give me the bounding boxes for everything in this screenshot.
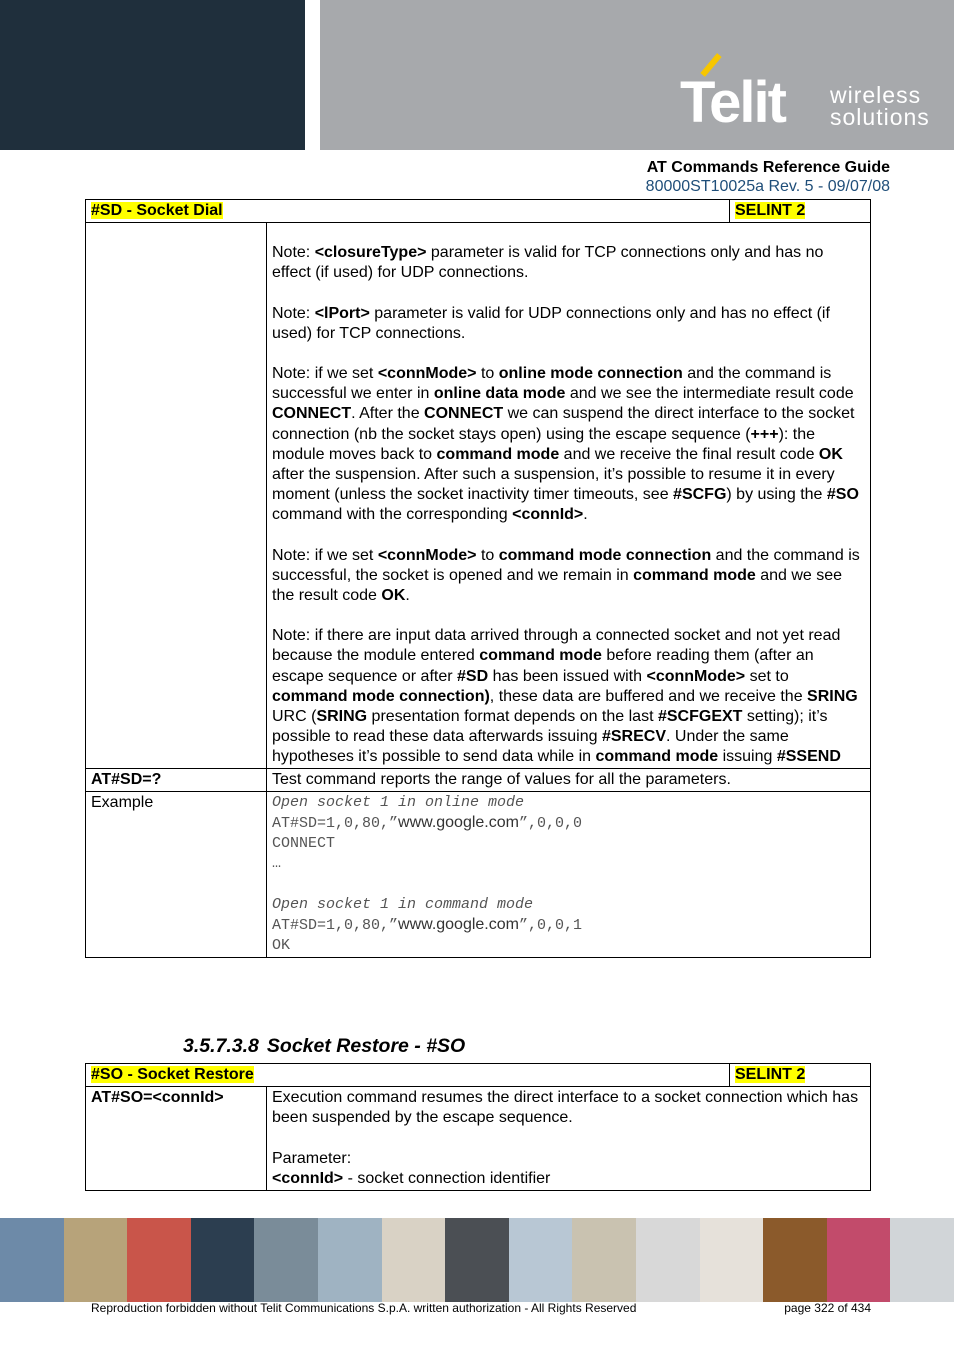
strip-photo [636, 1218, 700, 1302]
strip-photo [827, 1218, 891, 1302]
example-code [272, 793, 865, 957]
example-label: Example [86, 791, 267, 958]
strip-photo [763, 1218, 827, 1302]
example-line [272, 875, 865, 895]
strip-photo [318, 1218, 382, 1302]
execution-description-cell [267, 1087, 871, 1191]
test-command-description: Test command reports the range of values for all the parameters. [267, 768, 871, 791]
table-header-cell [86, 1064, 730, 1087]
telit-logo [680, 52, 930, 135]
notes-cell [267, 223, 871, 768]
socket-dial-table [85, 199, 871, 958]
strip-photo [127, 1218, 191, 1302]
copyright-notice: Reproduction forbidden without Telit Communications S.p.A. written authorization - All Rights Reserved [91, 1301, 637, 1315]
socket-restore-table [85, 1063, 871, 1191]
table-header-row [86, 1064, 871, 1087]
example-line: AT#SD=1,0,80,”www.google.com”,0,0,0 [272, 814, 582, 833]
execution-command: AT#SO=<connId> [86, 1087, 267, 1191]
strip-photo [0, 1218, 64, 1302]
strip-photo [445, 1218, 509, 1302]
header-dark-panel [0, 0, 305, 150]
document-revision: 80000ST10025a Rev. 5 - 09/07/08 [645, 178, 890, 195]
strip-photo [254, 1218, 318, 1302]
strip-photo [509, 1218, 573, 1302]
table-header-selint [730, 1064, 871, 1087]
note-paragraph: Note: if we set <connMode> to command mode connection and the command is successful, the socket is opened and we remain in command mode and we see the result code OK. [272, 546, 860, 605]
example-cell [267, 791, 871, 958]
example-line: AT#SD=1,0,80,”www.google.com”,0,0,1 [272, 916, 582, 935]
example-line: Open socket 1 in online mode [272, 793, 525, 811]
execution-description: Execution command resumes the direct interface to a socket connection which has been suspended by the escape sequence. [272, 1089, 859, 1127]
logo-tagline-line1: wireless [830, 82, 922, 108]
logo-wordmark: Telit [680, 70, 785, 135]
note-paragraph: Note: <lPort> parameter is valid for UDP connections only and has no effect (if used) for TCP connections. [272, 304, 830, 342]
table-header-selint [730, 200, 871, 223]
command-title: #SO - Socket Restore [91, 1066, 254, 1083]
table-row [86, 768, 871, 791]
document-title: AT Commands Reference Guide [646, 159, 890, 176]
table-row [86, 1087, 871, 1191]
strip-photo [700, 1218, 764, 1302]
note-paragraph: Note: <closureType> parameter is valid for TCP connections only and has no effect (if used) for UDP connections. [272, 244, 824, 282]
document-title-block [646, 158, 890, 196]
note-paragraph: Note: if there are input data arrived through a connected socket and not yet read because the module entered command mode before reading them (after an escape sequence or after #SD has been issued with <connMode> set to command mode connection), these data are buffered and we receive the SRING URC (SRING presentation format depends on the last #SCFGEXT setting); it’s possible to read these data afterwards issuing #SRECV. Under the same hypotheses it’s possible to send data while in command mode issuing #SSEND [272, 627, 858, 766]
example-line: CONNECT [272, 835, 336, 853]
note-paragraph: Note: if we set <connMode> to online mode connection and the command is successful we enter in online data mode and we see the intermediate result code CONNECT. After the CONNECT we can suspend the direct interface to the socket connection (nb the socket stays open) using the escape sequence (+++): the module moves back to command mode and we receive the final result code OK after the suspension. After such a suspension, it’s possible to resume it in every moment (unless the socket inactivity timer timeouts, see #SCFG) by using the #SO command with the corresponding <connId>. [272, 365, 859, 524]
example-line: … [272, 855, 282, 873]
notes-list [272, 243, 865, 767]
footer-photo-strip [0, 1218, 954, 1302]
table-header-row [86, 200, 871, 223]
parameter-label: Parameter: [272, 1149, 352, 1167]
selint-badge: SELINT 2 [735, 202, 806, 219]
logo-tagline [830, 84, 930, 128]
example-line: OK [272, 937, 291, 955]
logo-tagline-line2: solutions [830, 104, 930, 130]
table-row [86, 223, 871, 768]
strip-photo [64, 1218, 128, 1302]
section-heading [183, 1035, 465, 1058]
parameter-name: <connId> [272, 1169, 344, 1187]
section-number: 3.5.7.3.8 [183, 1035, 259, 1057]
parameter-description: - socket connection identifier [343, 1169, 551, 1187]
table-row [86, 791, 871, 958]
section-title: Socket Restore - #SO [266, 1035, 466, 1057]
example-line: Open socket 1 in command mode [272, 895, 534, 913]
command-title: #SD - Socket Dial [91, 202, 223, 219]
strip-photo [382, 1218, 446, 1302]
selint-badge: SELINT 2 [735, 1066, 806, 1083]
test-command: AT#SD=? [86, 768, 267, 791]
strip-photo [890, 1218, 954, 1302]
page-footer [91, 1301, 871, 1315]
parameter-item [272, 1169, 865, 1189]
page-number: page 322 of 434 [784, 1301, 871, 1315]
strip-photo [191, 1218, 255, 1302]
strip-photo [572, 1218, 636, 1302]
table-header-cell [86, 200, 730, 223]
table-cell-empty [86, 223, 267, 768]
